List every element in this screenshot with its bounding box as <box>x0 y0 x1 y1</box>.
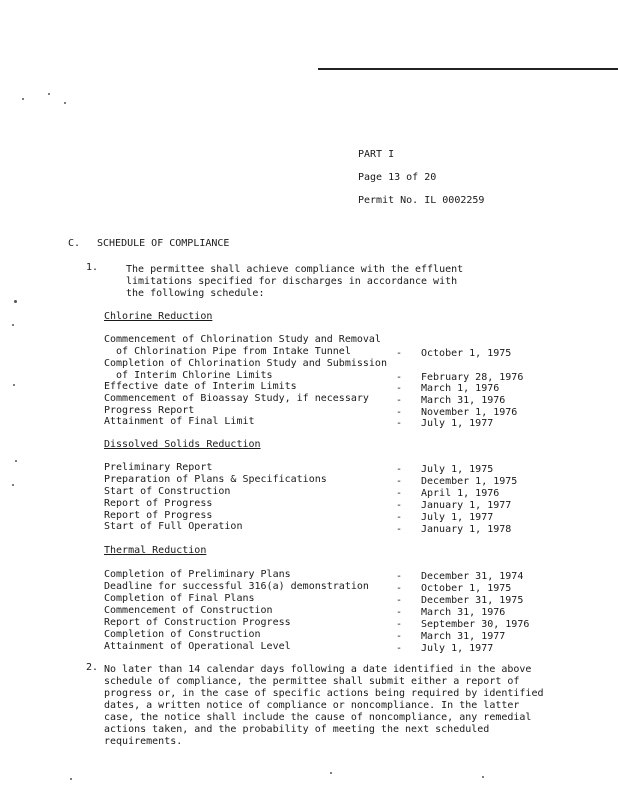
schedule-item: Commencement of Construction <box>104 605 273 616</box>
schedule-item: Deadline for successful 316(a) demonstration <box>104 581 369 592</box>
schedule-date: March 31, 1976 <box>421 607 506 618</box>
schedule-date: April 1, 1976 <box>421 488 500 499</box>
scan-speck <box>48 93 50 95</box>
paragraph-2-line: progress or, in the case of specific actions being required by identified <box>104 688 544 699</box>
schedule-date: July 1, 1977 <box>421 418 494 429</box>
schedule-dash: - <box>396 372 403 383</box>
scan-speck <box>482 776 484 778</box>
schedule-item: Completion of Construction <box>104 629 261 640</box>
section-title: SCHEDULE OF COMPLIANCE <box>97 238 230 249</box>
schedule-date: October 1, 1975 <box>421 583 512 594</box>
paragraph-2-line: requirements. <box>104 736 183 747</box>
schedule-item: Effective date of Interim Limits <box>104 381 297 392</box>
page-number: Page 13 of 20 <box>358 172 437 183</box>
schedule-date: July 1, 1977 <box>421 512 494 523</box>
schedule-item: Progress Report <box>104 405 195 416</box>
top-border-line <box>318 68 618 70</box>
schedule-date: January 1, 1977 <box>421 500 512 511</box>
schedule-dash: - <box>396 418 403 429</box>
paragraph-2-line: case, the notice shall include the cause of noncompliance, any remedial <box>104 712 532 723</box>
permit-number: Permit No. IL 0002259 <box>358 195 485 206</box>
schedule-dash: - <box>396 488 403 499</box>
chlorine-heading: Chlorine Reduction <box>104 311 213 322</box>
schedule-date: January 1, 1978 <box>421 524 512 535</box>
schedule-item-text: of Chlorination Pipe from Intake Tunnel <box>104 346 351 357</box>
schedule-dash: - <box>396 643 403 654</box>
schedule-dash: - <box>396 464 403 475</box>
schedule-date: March 31, 1976 <box>421 395 506 406</box>
paragraph-1-number: 1. <box>86 262 99 273</box>
schedule-item-text: of Interim Chlorine Limits <box>104 370 273 381</box>
scan-speck <box>13 384 15 386</box>
schedule-date: December 1, 1975 <box>421 476 518 487</box>
paragraph-2-number: 2. <box>86 662 99 673</box>
schedule-item: Start of Construction <box>104 486 231 497</box>
paragraph-2-line: No later than 14 calendar days following a date identified in the above <box>104 664 532 675</box>
part-label: PART I <box>358 149 395 160</box>
schedule-date: December 31, 1974 <box>421 571 524 582</box>
schedule-dash: - <box>396 500 403 511</box>
schedule-item: Completion of Preliminary Plans <box>104 569 291 580</box>
schedule-item: Start of Full Operation <box>104 521 243 532</box>
paragraph-1-line: The permittee shall achieve compliance with the effluent <box>126 264 464 275</box>
schedule-item: Report of Construction Progress <box>104 617 291 628</box>
schedule-dash: - <box>396 512 403 523</box>
schedule-dash: - <box>396 607 403 618</box>
schedule-dash: - <box>396 524 403 535</box>
schedule-item: Preparation of Plans & Specifications <box>104 474 327 485</box>
section-letter: C. <box>68 238 81 249</box>
schedule-dash: - <box>396 595 403 606</box>
schedule-dash: - <box>396 407 403 418</box>
schedule-dash: - <box>396 583 403 594</box>
schedule-dash: - <box>396 571 403 582</box>
paragraph-1-line: the following schedule: <box>126 288 265 299</box>
schedule-date: March 1, 1976 <box>421 383 500 394</box>
schedule-date: September 30, 1976 <box>421 619 530 630</box>
schedule-item <box>104 334 381 346</box>
scan-speck <box>12 324 14 326</box>
paragraph-2-line: dates, a written notice of compliance or noncompliance. In the latter <box>104 700 520 711</box>
schedule-item: Attainment of Operational Level <box>104 641 291 652</box>
schedule-item <box>104 346 351 358</box>
schedule-date: December 31, 1975 <box>421 595 524 606</box>
scan-speck <box>12 484 14 486</box>
schedule-item: Preliminary Report <box>104 462 213 473</box>
schedule-dash: - <box>396 395 403 406</box>
schedule-item <box>104 358 387 370</box>
scan-speck <box>70 778 72 780</box>
schedule-dash: - <box>396 476 403 487</box>
schedule-item: Report of Progress <box>104 510 213 521</box>
schedule-item: Attainment of Final Limit <box>104 416 255 427</box>
schedule-date: March 31, 1977 <box>421 631 506 642</box>
scan-speck <box>64 102 66 104</box>
schedule-dash: - <box>396 619 403 630</box>
scan-speck <box>22 98 24 100</box>
thermal-heading: Thermal Reduction <box>104 545 207 556</box>
schedule-date: November 1, 1976 <box>421 407 518 418</box>
scan-speck <box>15 460 17 462</box>
schedule-dash: - <box>396 383 403 394</box>
schedule-dash: - <box>396 348 403 359</box>
paragraph-2-line: schedule of compliance, the permittee shall submit either a report of <box>104 676 520 687</box>
dissolved-solids-heading: Dissolved Solids Reduction <box>104 439 261 450</box>
schedule-item-text: Commencement of Chlorination Study and Removal <box>104 334 381 345</box>
paragraph-1-line: limitations specified for discharges in accordance with <box>126 276 458 287</box>
schedule-item: Report of Progress <box>104 498 213 509</box>
schedule-date: July 1, 1975 <box>421 464 494 475</box>
schedule-item-text: Completion of Chlorination Study and Submission <box>104 358 387 369</box>
schedule-dash: - <box>396 631 403 642</box>
schedule-item: Commencement of Bioassay Study, if necessary <box>104 393 369 404</box>
scan-speck <box>14 300 17 303</box>
schedule-item: Completion of Final Plans <box>104 593 255 604</box>
scan-speck <box>330 772 332 774</box>
schedule-date: July 1, 1977 <box>421 643 494 654</box>
schedule-date: February 28, 1976 <box>421 372 524 383</box>
paragraph-2-line: actions taken, and the probability of meeting the next scheduled <box>104 724 490 735</box>
schedule-date: October 1, 1975 <box>421 348 512 359</box>
